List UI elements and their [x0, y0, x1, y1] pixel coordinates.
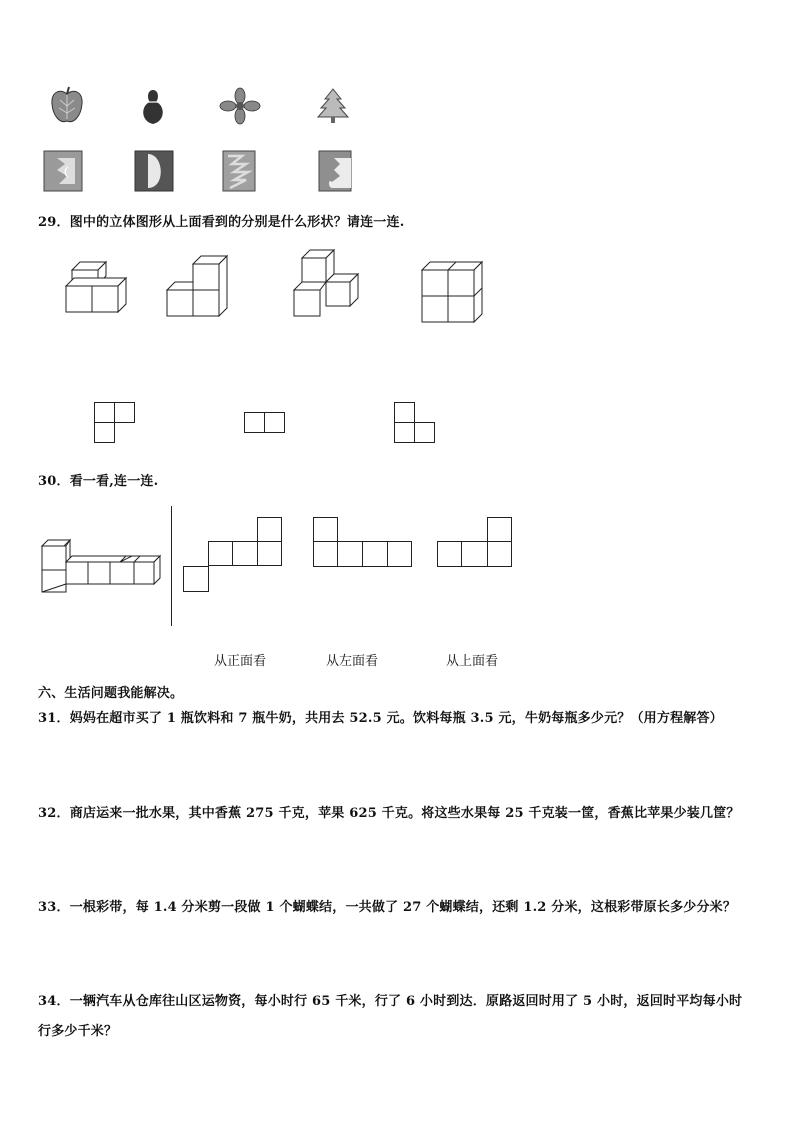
- section-6-title: 六、生活问题我能解决。: [38, 686, 184, 701]
- view-label-left: 从左面看: [326, 654, 379, 669]
- cube-figure-3: [292, 250, 364, 318]
- gourd-icon: [138, 88, 168, 126]
- flower-icon: [220, 88, 260, 124]
- cube-figure-q30: [40, 538, 164, 594]
- question-29-text: 29．图中的立体图形从上面看到的分别是什么形状？请连一连.: [38, 215, 405, 230]
- question-33-text: 33．一根彩带，每 1.4 分米剪一段做 1 个蝴蝶结，一共做了 27 个蝴蝶结，还剩 1.2 分米，这根彩带原长多少分米？: [38, 900, 737, 915]
- cutout-paper-4: [318, 150, 352, 192]
- question-31-text: 31．妈妈在超市买了 1 瓶饮料和 7 瓶牛奶，共用去 52.5 元。饮料每瓶 3.5 元，牛奶每瓶多少元？（用方程解答）: [38, 711, 723, 726]
- tree-icon: [316, 88, 350, 124]
- question-32-text: 32．商店运来一批水果，其中香蕉 275 千克，苹果 625 千克。将这些水果每 25 千克装一筐，香蕉比苹果少装几筐？: [38, 806, 740, 821]
- view-label-front: 从正面看: [214, 654, 267, 669]
- cube-figure-1: [64, 268, 128, 316]
- cutout-paper-2: [134, 150, 174, 192]
- divider-line: [171, 506, 172, 626]
- question-34-line2: 行多少千米？: [38, 1024, 118, 1039]
- cutout-paper-3: [222, 150, 256, 192]
- question-30-text: 30．看一看,连一连.: [38, 474, 159, 489]
- cube-figure-2: [165, 256, 229, 318]
- cube-figure-4: [420, 262, 484, 324]
- question-34-line1: 34．一辆汽车从仓库往山区运物资，每小时行 65 千米，行了 6 小时到达．原路返回时用了 5 小时，返回时平均每小时: [38, 994, 743, 1009]
- view-label-top: 从上面看: [446, 654, 499, 669]
- apple-icon: [50, 86, 84, 126]
- cutout-paper-1: [43, 150, 83, 192]
